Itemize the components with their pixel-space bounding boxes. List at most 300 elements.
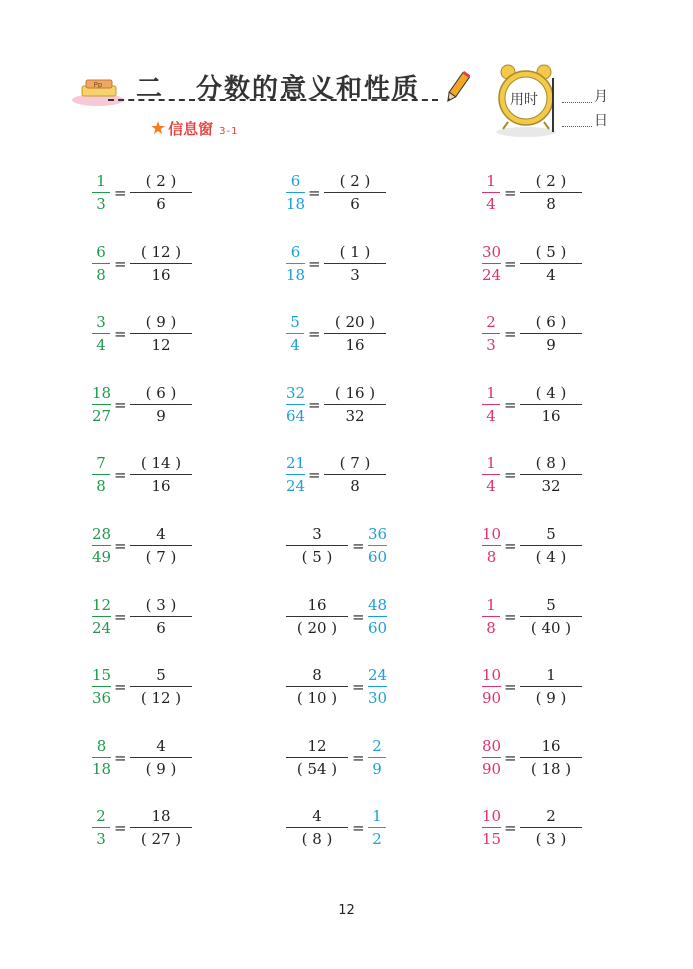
left-denominator: 36 <box>92 689 112 708</box>
right-numerator: 16 <box>541 736 561 755</box>
left-numerator: 6 <box>290 172 301 190</box>
left-denominator: ( 10 ) <box>296 689 338 708</box>
equals-sign: = <box>504 184 517 202</box>
right-numerator: ( 20 ) <box>334 313 376 332</box>
fraction-bar <box>482 827 501 828</box>
right-fraction[interactable] <box>520 171 582 214</box>
left-fraction <box>92 171 110 214</box>
fraction-bar <box>324 333 386 334</box>
right-denominator: ( 9 ) <box>145 759 177 778</box>
equals-sign: = <box>504 254 517 273</box>
fraction-bar <box>520 474 582 475</box>
right-denominator: 16 <box>151 477 171 496</box>
fraction-bar <box>482 686 501 687</box>
right-numerator: ( 2 ) <box>535 172 567 190</box>
fraction-bar <box>482 333 500 334</box>
right-numerator: 5 <box>546 525 556 543</box>
fraction-bar <box>482 545 501 546</box>
right-numerator: ( 16 ) <box>334 383 376 402</box>
fraction-equation <box>286 806 466 854</box>
left-denominator: 24 <box>92 618 112 637</box>
left-numerator: 12 <box>307 736 327 755</box>
right-denominator: ( 4 ) <box>535 548 567 566</box>
fraction-bar <box>286 827 348 828</box>
left-denominator: ( 20 ) <box>296 618 338 637</box>
left-denominator: 27 <box>92 406 112 425</box>
left-numerator: 7 <box>96 454 106 473</box>
fraction-equation <box>482 595 662 643</box>
fraction-bar <box>520 827 582 828</box>
equals-sign: = <box>114 607 127 626</box>
left-denominator: 4 <box>290 336 300 355</box>
fraction-equation <box>286 312 466 360</box>
left-denominator: ( 8 ) <box>301 830 333 849</box>
right-denominator: 9 <box>372 759 382 778</box>
left-denominator: 8 <box>96 265 106 284</box>
right-fraction[interactable] <box>324 171 386 214</box>
month-blank[interactable] <box>562 102 592 103</box>
fraction-equation <box>286 383 466 431</box>
right-numerator: ( 2 ) <box>339 172 371 190</box>
fraction-bar <box>324 192 386 193</box>
left-denominator: 90 <box>482 759 502 778</box>
right-fraction[interactable] <box>324 312 386 355</box>
equals-sign: = <box>114 325 127 344</box>
equals-sign: = <box>352 537 365 555</box>
equals-sign: = <box>114 678 127 697</box>
left-fraction <box>482 171 500 214</box>
left-fraction[interactable] <box>286 665 348 708</box>
fraction-equation <box>482 524 662 572</box>
equals-sign: = <box>352 678 365 697</box>
fraction-bar <box>130 545 192 546</box>
right-denominator: 32 <box>345 406 365 425</box>
right-fraction[interactable] <box>520 242 582 285</box>
left-fraction <box>92 665 111 708</box>
month-label: 月 <box>594 89 608 105</box>
left-fraction <box>482 524 501 567</box>
fraction-bar <box>286 686 348 687</box>
fraction-equation <box>92 665 272 713</box>
fraction-bar <box>92 616 111 617</box>
fraction-bar <box>92 827 110 828</box>
right-fraction[interactable] <box>130 736 192 779</box>
left-fraction <box>92 242 110 285</box>
left-denominator: 4 <box>486 406 496 425</box>
left-fraction <box>92 524 111 567</box>
fraction-bar <box>482 192 500 193</box>
right-denominator: ( 3 ) <box>535 830 567 849</box>
fraction-bar <box>286 545 348 546</box>
equals-sign: = <box>352 819 365 838</box>
equals-sign: = <box>504 537 517 555</box>
fraction-bar <box>368 545 387 546</box>
right-denominator: 4 <box>546 265 556 284</box>
right-fraction[interactable] <box>130 242 192 285</box>
fraction-bar <box>482 757 501 758</box>
left-fraction <box>286 312 304 355</box>
chapter-title: 分数的意义和性质 <box>196 74 421 104</box>
right-fraction[interactable] <box>324 453 386 496</box>
fraction-bar <box>130 686 192 687</box>
fraction-bar <box>482 474 500 475</box>
right-denominator: 16 <box>541 406 561 425</box>
left-fraction <box>92 312 110 355</box>
fraction-equation <box>92 736 272 784</box>
svg-text:Pp: Pp <box>93 81 103 89</box>
left-denominator: 4 <box>96 336 106 355</box>
left-numerator: 2 <box>96 807 106 826</box>
right-numerator: ( 5 ) <box>535 242 567 261</box>
right-fraction <box>368 736 386 779</box>
fraction-equation <box>482 312 662 360</box>
right-numerator: 4 <box>156 525 166 543</box>
left-numerator: 1 <box>486 383 496 402</box>
left-fraction <box>482 736 501 779</box>
right-numerator: 2 <box>372 736 382 755</box>
right-fraction[interactable] <box>324 383 386 426</box>
left-fraction <box>286 171 305 214</box>
day-blank[interactable] <box>562 126 592 127</box>
left-denominator: 18 <box>286 195 306 213</box>
right-fraction[interactable] <box>520 383 582 426</box>
right-numerator: 1 <box>372 807 382 826</box>
left-denominator: 3 <box>96 195 106 213</box>
right-numerator: ( 12 ) <box>140 242 182 261</box>
left-fraction <box>92 453 110 496</box>
fraction-bar <box>130 263 192 264</box>
right-denominator: 9 <box>546 336 556 355</box>
section-code: 3-1 <box>219 126 239 137</box>
fraction-bar <box>92 404 111 405</box>
fraction-bar <box>520 404 582 405</box>
date-box <box>552 78 622 134</box>
fraction-equation <box>286 453 466 501</box>
clock-label: 用时 <box>510 92 538 108</box>
left-fraction[interactable] <box>286 806 348 849</box>
left-fraction <box>482 383 500 426</box>
right-fraction[interactable] <box>520 806 582 849</box>
chapter-number: 二 <box>136 74 163 104</box>
right-numerator: ( 14 ) <box>140 454 182 473</box>
fraction-bar <box>92 545 111 546</box>
fraction-bar <box>286 616 348 617</box>
equals-sign: = <box>114 254 127 273</box>
right-denominator: 32 <box>541 477 561 496</box>
pencil-icon <box>444 70 470 106</box>
right-denominator: 16 <box>345 336 365 355</box>
left-fraction <box>482 312 500 355</box>
fraction-bar <box>324 404 386 405</box>
fraction-bar <box>520 686 582 687</box>
right-fraction <box>368 806 386 849</box>
equals-sign: = <box>114 537 127 555</box>
fraction-equation <box>482 171 662 219</box>
right-numerator: 5 <box>546 595 556 614</box>
right-fraction <box>368 524 387 567</box>
right-fraction[interactable] <box>130 171 192 214</box>
date-divider <box>552 78 554 132</box>
equals-sign: = <box>114 748 127 767</box>
right-denominator: 12 <box>151 336 171 355</box>
right-fraction[interactable] <box>324 242 386 285</box>
right-fraction[interactable] <box>520 665 582 708</box>
fraction-bar <box>130 757 192 758</box>
fraction-bar <box>130 616 192 617</box>
page-header <box>0 0 693 150</box>
fraction-equation <box>482 806 662 854</box>
left-fraction <box>92 383 111 426</box>
fraction-equation <box>92 453 272 501</box>
left-numerator: 10 <box>482 525 502 543</box>
fraction-equation <box>482 736 662 784</box>
fraction-bar <box>286 333 304 334</box>
left-denominator: 49 <box>92 548 112 566</box>
left-fraction <box>286 242 305 285</box>
fraction-equation <box>286 665 466 713</box>
fraction-bar <box>130 192 192 193</box>
equals-sign: = <box>308 184 321 202</box>
fraction-bar <box>92 686 111 687</box>
left-denominator: 8 <box>486 618 496 637</box>
left-numerator: 18 <box>92 383 112 402</box>
left-numerator: 1 <box>486 595 496 614</box>
fraction-equation <box>286 524 466 572</box>
star-icon: ★ <box>150 118 167 139</box>
right-denominator: ( 40 ) <box>530 618 572 637</box>
left-denominator: 24 <box>482 265 502 284</box>
left-numerator: 28 <box>92 525 112 543</box>
left-denominator: 18 <box>92 759 112 778</box>
fraction-bar <box>368 827 386 828</box>
fraction-equation <box>482 383 662 431</box>
left-fraction <box>286 453 305 496</box>
equals-sign: = <box>308 395 321 414</box>
left-fraction <box>286 383 305 426</box>
right-denominator: 60 <box>368 548 388 566</box>
right-fraction <box>368 595 387 638</box>
fraction-bar <box>92 263 110 264</box>
right-numerator: ( 6 ) <box>145 383 177 402</box>
right-denominator: 60 <box>368 618 388 637</box>
left-denominator: 3 <box>96 830 106 849</box>
section-title: 信息窗 <box>168 120 214 138</box>
book-icon <box>72 78 128 108</box>
right-denominator: 6 <box>156 618 166 637</box>
equals-sign: = <box>352 748 365 767</box>
fraction-bar <box>520 545 582 546</box>
left-numerator: 8 <box>96 736 107 755</box>
fraction-equation <box>286 595 466 643</box>
equals-sign: = <box>504 466 517 485</box>
right-fraction[interactable] <box>130 524 192 567</box>
left-denominator: 3 <box>486 336 496 355</box>
fraction-bar <box>520 616 582 617</box>
left-denominator: 64 <box>286 406 306 425</box>
right-numerator: 18 <box>151 807 171 826</box>
left-fraction[interactable] <box>286 524 348 567</box>
fraction-equation <box>92 383 272 431</box>
equals-sign: = <box>504 748 517 767</box>
right-numerator: 1 <box>546 666 556 685</box>
fraction-equation <box>286 242 466 290</box>
left-numerator: 30 <box>482 242 502 261</box>
left-fraction <box>92 736 111 779</box>
section-label <box>150 118 239 139</box>
left-numerator: 21 <box>286 454 306 473</box>
left-numerator: 10 <box>482 666 502 685</box>
fraction-bar <box>482 404 500 405</box>
fraction-bar <box>286 192 305 193</box>
left-fraction <box>482 242 501 285</box>
fraction-bar <box>520 192 582 193</box>
day-label: 日 <box>594 113 608 129</box>
right-denominator: ( 9 ) <box>535 689 567 708</box>
right-denominator: 3 <box>350 265 360 284</box>
left-denominator: 24 <box>286 477 306 496</box>
left-numerator: 80 <box>482 736 502 755</box>
right-numerator: ( 2 ) <box>145 172 177 190</box>
right-numerator: ( 4 ) <box>535 383 567 402</box>
fraction-equation <box>482 242 662 290</box>
left-denominator: 4 <box>486 195 496 213</box>
right-fraction[interactable] <box>130 665 192 708</box>
right-numerator: 5 <box>156 666 166 685</box>
fraction-bar <box>92 192 110 193</box>
fraction-bar <box>368 616 387 617</box>
fraction-bar <box>286 263 305 264</box>
right-fraction[interactable] <box>130 806 192 849</box>
right-fraction[interactable] <box>520 524 582 567</box>
left-numerator: 15 <box>92 666 112 685</box>
equals-sign: = <box>504 607 517 626</box>
left-numerator: 1 <box>486 172 496 190</box>
right-denominator: 6 <box>350 195 360 213</box>
right-fraction[interactable] <box>520 453 582 496</box>
equals-sign: = <box>504 395 517 414</box>
right-numerator: ( 1 ) <box>339 242 371 261</box>
left-fraction <box>482 806 501 849</box>
right-fraction <box>368 665 387 708</box>
equals-sign: = <box>114 819 127 838</box>
left-fraction <box>92 806 110 849</box>
left-numerator: 1 <box>486 454 496 473</box>
equals-sign: = <box>352 607 365 626</box>
left-numerator: 5 <box>290 313 300 332</box>
left-numerator: 2 <box>486 313 496 332</box>
right-denominator: ( 12 ) <box>140 689 182 708</box>
left-denominator: ( 54 ) <box>296 759 338 778</box>
right-fraction[interactable] <box>520 312 582 355</box>
left-fraction <box>92 595 111 638</box>
right-denominator: ( 18 ) <box>530 759 572 778</box>
fraction-bar <box>92 757 111 758</box>
fraction-bar <box>92 474 110 475</box>
fraction-bar <box>520 333 582 334</box>
left-denominator: 90 <box>482 689 502 708</box>
right-denominator: 6 <box>156 195 166 213</box>
equals-sign: = <box>308 466 321 485</box>
right-denominator: ( 7 ) <box>145 548 177 566</box>
fraction-equation <box>286 171 466 219</box>
equals-sign: = <box>504 325 517 344</box>
fraction-bar <box>130 333 192 334</box>
right-denominator: 8 <box>546 195 556 213</box>
left-fraction[interactable] <box>286 736 348 779</box>
fraction-bar <box>130 827 192 828</box>
fraction-bar <box>324 263 386 264</box>
equals-sign: = <box>308 325 321 344</box>
equals-sign: = <box>114 395 127 414</box>
fraction-equation <box>92 242 272 290</box>
equals-sign: = <box>308 254 321 273</box>
fraction-equation <box>92 171 272 219</box>
right-fraction[interactable] <box>130 453 192 496</box>
fraction-bar <box>92 333 110 334</box>
right-fraction[interactable] <box>520 595 582 638</box>
equals-sign: = <box>504 678 517 697</box>
fraction-bar <box>368 686 387 687</box>
right-fraction[interactable] <box>520 736 582 779</box>
right-fraction[interactable] <box>130 383 192 426</box>
equals-sign: = <box>114 184 127 202</box>
fraction-bar <box>520 263 582 264</box>
fraction-bar <box>482 616 500 617</box>
right-numerator: ( 9 ) <box>145 313 177 332</box>
page-number: 12 <box>338 903 355 918</box>
fraction-bar <box>286 404 305 405</box>
fraction-bar <box>520 757 582 758</box>
right-numerator: 4 <box>156 736 166 755</box>
right-denominator: ( 27 ) <box>140 830 182 849</box>
right-numerator: ( 7 ) <box>339 454 371 473</box>
fraction-equation <box>92 524 272 572</box>
fraction-bar <box>130 474 192 475</box>
right-denominator: 8 <box>350 477 360 496</box>
left-denominator: 18 <box>286 265 306 284</box>
right-numerator: 24 <box>368 666 388 685</box>
left-fraction[interactable] <box>286 595 348 638</box>
fraction-bar <box>286 757 348 758</box>
right-denominator: 30 <box>368 689 388 708</box>
fraction-equation <box>482 665 662 713</box>
right-numerator: ( 6 ) <box>535 313 567 332</box>
fraction-equation <box>286 736 466 784</box>
right-fraction[interactable] <box>130 595 192 638</box>
left-fraction <box>482 595 500 638</box>
left-numerator: 1 <box>96 172 106 190</box>
left-denominator: 4 <box>486 477 496 496</box>
left-numerator: 3 <box>96 313 106 332</box>
left-numerator: 8 <box>312 666 322 685</box>
right-denominator: 16 <box>151 265 171 284</box>
right-fraction[interactable] <box>130 312 192 355</box>
left-numerator: 10 <box>482 807 502 826</box>
right-numerator: ( 8 ) <box>535 454 567 473</box>
left-numerator: 32 <box>286 383 306 402</box>
fraction-bar <box>286 474 305 475</box>
left-numerator: 12 <box>92 595 112 614</box>
equals-sign: = <box>114 466 127 485</box>
left-denominator: ( 5 ) <box>301 548 333 566</box>
fraction-equation <box>92 312 272 360</box>
right-numerator: 2 <box>546 807 556 826</box>
equals-sign: = <box>504 819 517 838</box>
left-denominator: 8 <box>96 477 106 496</box>
left-fraction <box>482 665 501 708</box>
right-numerator: 48 <box>368 595 388 614</box>
left-numerator: 6 <box>290 242 301 261</box>
